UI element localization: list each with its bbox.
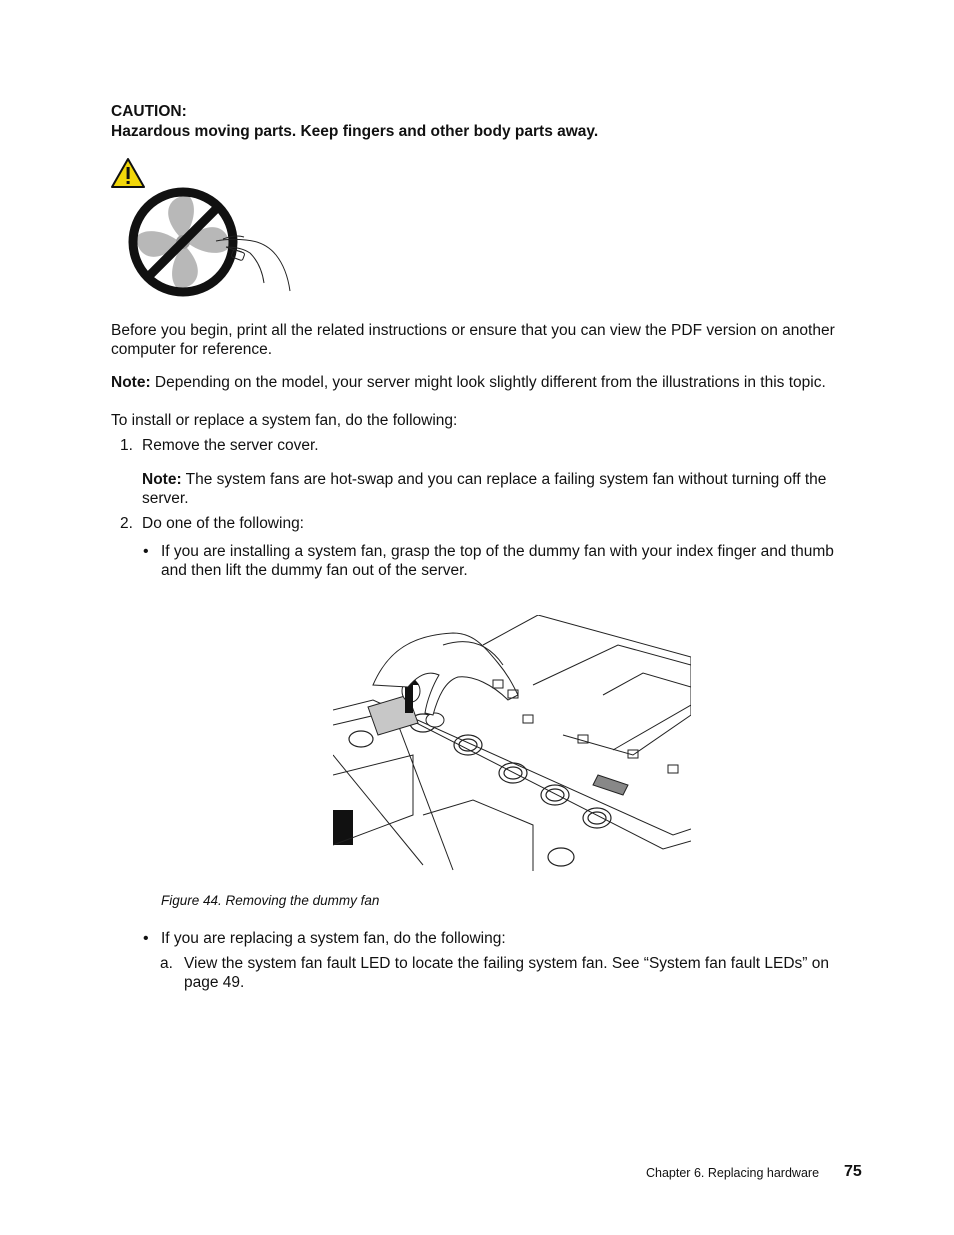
bullet-item-install: If you are installing a system fan, grasp the top of the dummy fan with your index finger and thumb and then lift the dummy fan out of the server. <box>161 543 834 579</box>
caution-text: Hazardous moving parts. Keep fingers and other body parts away. <box>111 123 599 140</box>
figure-caption: Figure 44. Removing the dummy fan <box>161 893 380 908</box>
caution-heading: CAUTION: <box>111 103 187 120</box>
dummy-fan-illustration <box>333 615 691 876</box>
no-fingers-fan-icon <box>128 185 294 304</box>
step-note-text: The system fans are hot-swap and you can replace a failing system fan without turning off the server. <box>142 471 827 507</box>
bullet-item-replace: If you are replacing a system fan, do the following: <box>161 930 506 947</box>
step-text: Remove the server cover. <box>142 437 319 454</box>
footer-chapter: Chapter 6. Replacing hardware <box>646 1166 820 1180</box>
substep-label: a. <box>160 955 173 972</box>
bullet-icon: • <box>143 930 149 947</box>
step-note-paragraph <box>142 470 832 508</box>
substep-text: View the system fan fault LED to locate the failing system fan. See “System fan fault LEDs” on page 49. <box>184 955 829 991</box>
note-label: Note: <box>111 374 151 391</box>
note-text: Depending on the model, your server might look slightly different from the illustrations in this topic. <box>150 374 826 391</box>
step-number: 1. <box>120 437 133 454</box>
bullet-icon: • <box>143 543 149 560</box>
before-begin-paragraph: Before you begin, print all the related instructions or ensure that you can view the PDF version on another computer for reference. <box>111 322 835 358</box>
step-note-label: Note: <box>142 471 182 488</box>
intro-text: To install or replace a system fan, do the following: <box>111 412 458 429</box>
step-number: 2. <box>120 515 133 532</box>
note-paragraph <box>111 373 856 392</box>
page-number: 75 <box>844 1163 862 1180</box>
step-text: Do one of the following: <box>142 515 304 532</box>
